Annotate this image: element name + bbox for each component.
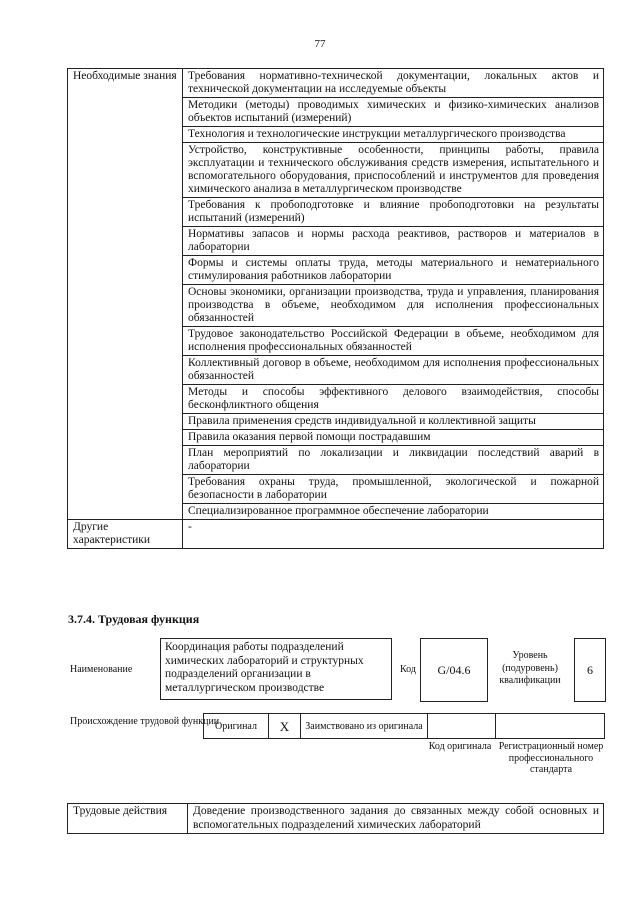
qualification-level-label: Уровень (подуровень) квалификации	[499, 650, 561, 686]
knowledge-item: Трудовое законодательство Российской Федерации в объеме, необходимом для исполнения профессиональных обязанностей	[183, 327, 604, 356]
origin-label: Происхождение трудовой функции	[70, 716, 220, 727]
table-row	[68, 520, 604, 549]
table-row	[204, 714, 605, 739]
knowledge-item: Основы экономики, организации производства, труда и управления, планирования производства в объеме, необходимом для исполнения профессиональных обязанностей	[183, 285, 604, 327]
other-characteristics-value: -	[183, 520, 604, 549]
knowledge-item: Правила применения средств индивидуальной и коллективной защиты	[183, 414, 604, 430]
knowledge-table	[67, 68, 604, 549]
knowledge-item: Правила оказания первой помощи пострадавшим	[183, 430, 604, 446]
knowledge-item: Технология и технологические инструкции металлургического производства	[183, 127, 604, 143]
knowledge-label: Необходимые знания	[68, 69, 183, 520]
knowledge-item: Требования к пробоподготовке и влияние пробоподготовки на результаты испытаний (измерений)	[183, 198, 604, 227]
origin-reg-caption: Регистрационный номер профессионального стандарта	[498, 741, 604, 775]
name-label: Наименование	[70, 664, 133, 675]
knowledge-item: Требования нормативно-технической документации, локальных актов и технической документации на исследуемые объекты	[183, 69, 604, 98]
action-item: Доведение производственного задания до связанных между собой основных и вспомогательных подразделений химических лабораторий	[188, 804, 604, 834]
knowledge-item: Специализированное программное обеспечение лаборатории	[183, 504, 604, 520]
knowledge-item: Коллективный договор в объеме, необходимом для исполнения профессиональных обязанностей	[183, 356, 604, 385]
knowledge-item: Нормативы запасов и нормы расхода реактивов, растворов и материалов в лаборатории	[183, 227, 604, 256]
section-heading: 3.7.4. Трудовая функция	[68, 612, 200, 626]
knowledge-item: Формы и системы оплаты труда, методы материального и нематериального стимулирования работников лаборатории	[183, 256, 604, 285]
origin-code-caption: Код оригинала	[428, 741, 492, 752]
table-row	[68, 804, 604, 834]
code-label: Код	[400, 664, 416, 675]
origin-borrowed-label: Заимствовано из оригинала	[301, 714, 428, 739]
knowledge-item: Устройство, конструктивные особенности, принципы работы, правила эксплуатации и технического обслуживания средств измерения, испытательного и вспомогательного оборудования, приспособлений и инструментов для проведения химического анализа в металлургическом производстве	[183, 143, 604, 198]
other-characteristics-label: Другие характеристики	[68, 520, 183, 549]
knowledge-table-body	[68, 69, 604, 549]
function-code-box: G/04.6	[420, 638, 488, 702]
page-number: 77	[314, 38, 326, 50]
origin-original-mark: X	[269, 714, 301, 739]
actions-table	[67, 803, 604, 834]
actions-label: Трудовые действия	[68, 804, 188, 834]
origin-table	[203, 713, 605, 739]
table-row	[68, 69, 604, 98]
knowledge-item: План мероприятий по локализации и ликвидации последствий аварий в лаборатории	[183, 446, 604, 475]
origin-original-label: Оригинал	[204, 714, 269, 739]
qualification-level-box: 6	[574, 638, 606, 702]
origin-code-cell	[428, 714, 496, 739]
function-name-box: Координация работы подразделений химических лабораторий и структурных подразделений организации в металлургическом производстве	[160, 638, 392, 700]
origin-reg-number-cell	[496, 714, 605, 739]
knowledge-item: Методы и способы эффективного делового взаимодействия, способы бесконфликтного общения	[183, 385, 604, 414]
knowledge-item: Требования охраны труда, промышленной, экологической и пожарной безопасности в лаборатории	[183, 475, 604, 504]
knowledge-item: Методики (методы) проводимых химических и физико-химических анализов объектов испытаний (измерений)	[183, 98, 604, 127]
